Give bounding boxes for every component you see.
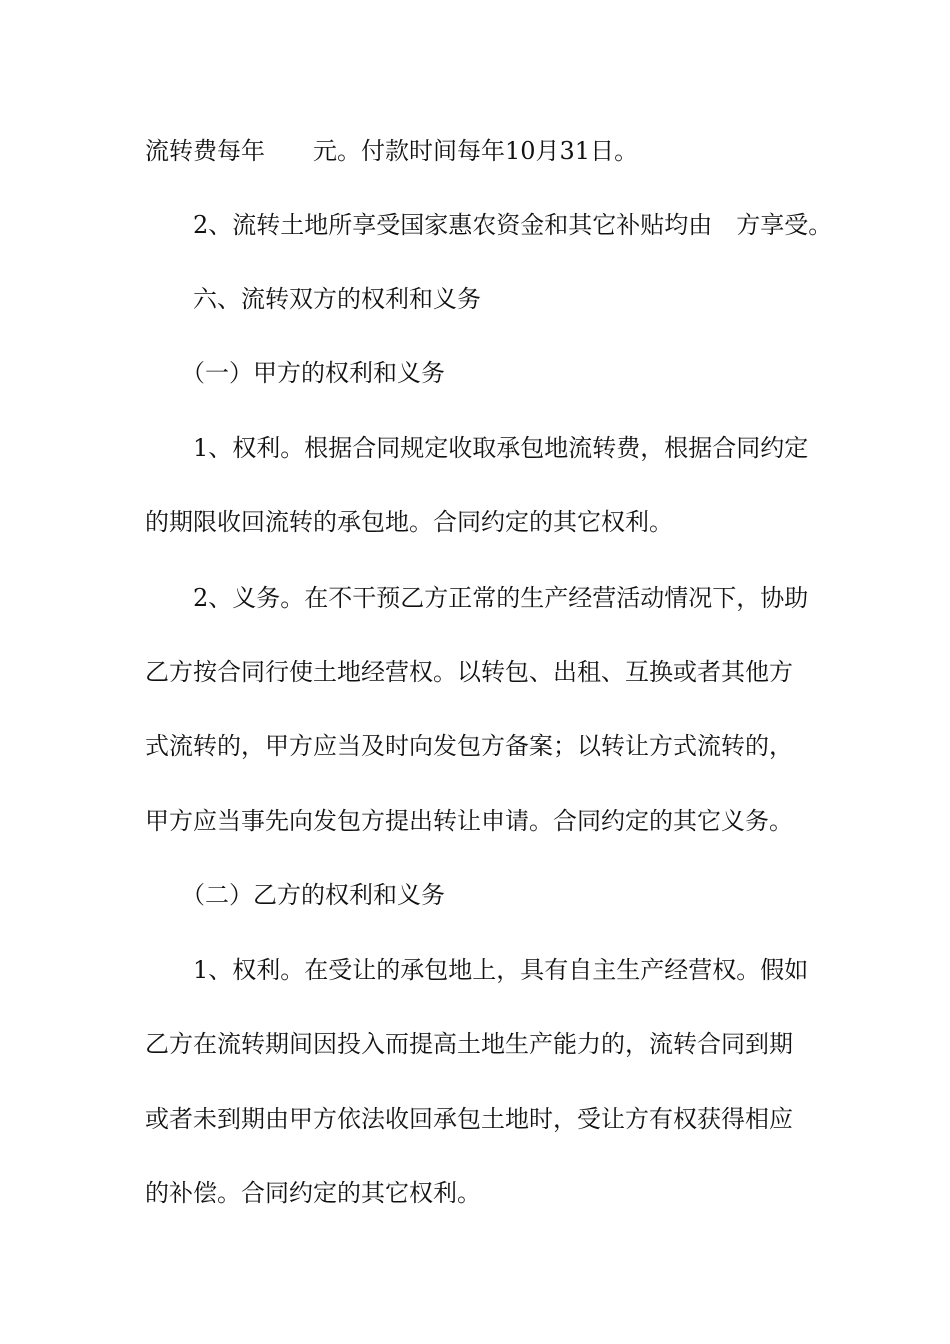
text-line: 乙方按合同行使土地经营权。以转包、出租、互换或者其他方 [145, 658, 793, 686]
text-line: 乙方在流转期间因投入而提高土地生产能力的，流转合同到期 [145, 1030, 793, 1058]
text-line: 或者未到期由甲方依法收回承包土地时，受让方有权获得相应 [145, 1105, 793, 1133]
text-line: 的期限收回流转的承包地。合同约定的其它权利。 [145, 508, 673, 536]
text-line: 式流转的，甲方应当及时向发包方备案；以转让方式流转的， [145, 732, 793, 760]
section-heading: 六、流转双方的权利和义务 [145, 285, 481, 313]
text-line: 流转费每年 元。付款时间每年10月31日。 [145, 137, 639, 165]
subsection-heading: （二）乙方的权利和义务 [145, 881, 445, 909]
text-line: 1、权利。在受让的承包地上，具有自主生产经营权。假如 [145, 956, 809, 984]
subsection-heading: （一）甲方的权利和义务 [145, 359, 445, 387]
text-line: 2、流转土地所享受国家惠农资金和其它补贴均由 方享受。 [145, 211, 833, 239]
text-line: 1、权利。根据合同规定收取承包地流转费，根据合同约定 [145, 434, 809, 462]
text-line: 的补偿。合同约定的其它权利。 [145, 1179, 481, 1207]
text-line: 2、义务。在不干预乙方正常的生产经营活动情况下，协助 [145, 584, 809, 612]
text-line: 甲方应当事先向发包方提出转让申请。合同约定的其它义务。 [145, 807, 793, 835]
